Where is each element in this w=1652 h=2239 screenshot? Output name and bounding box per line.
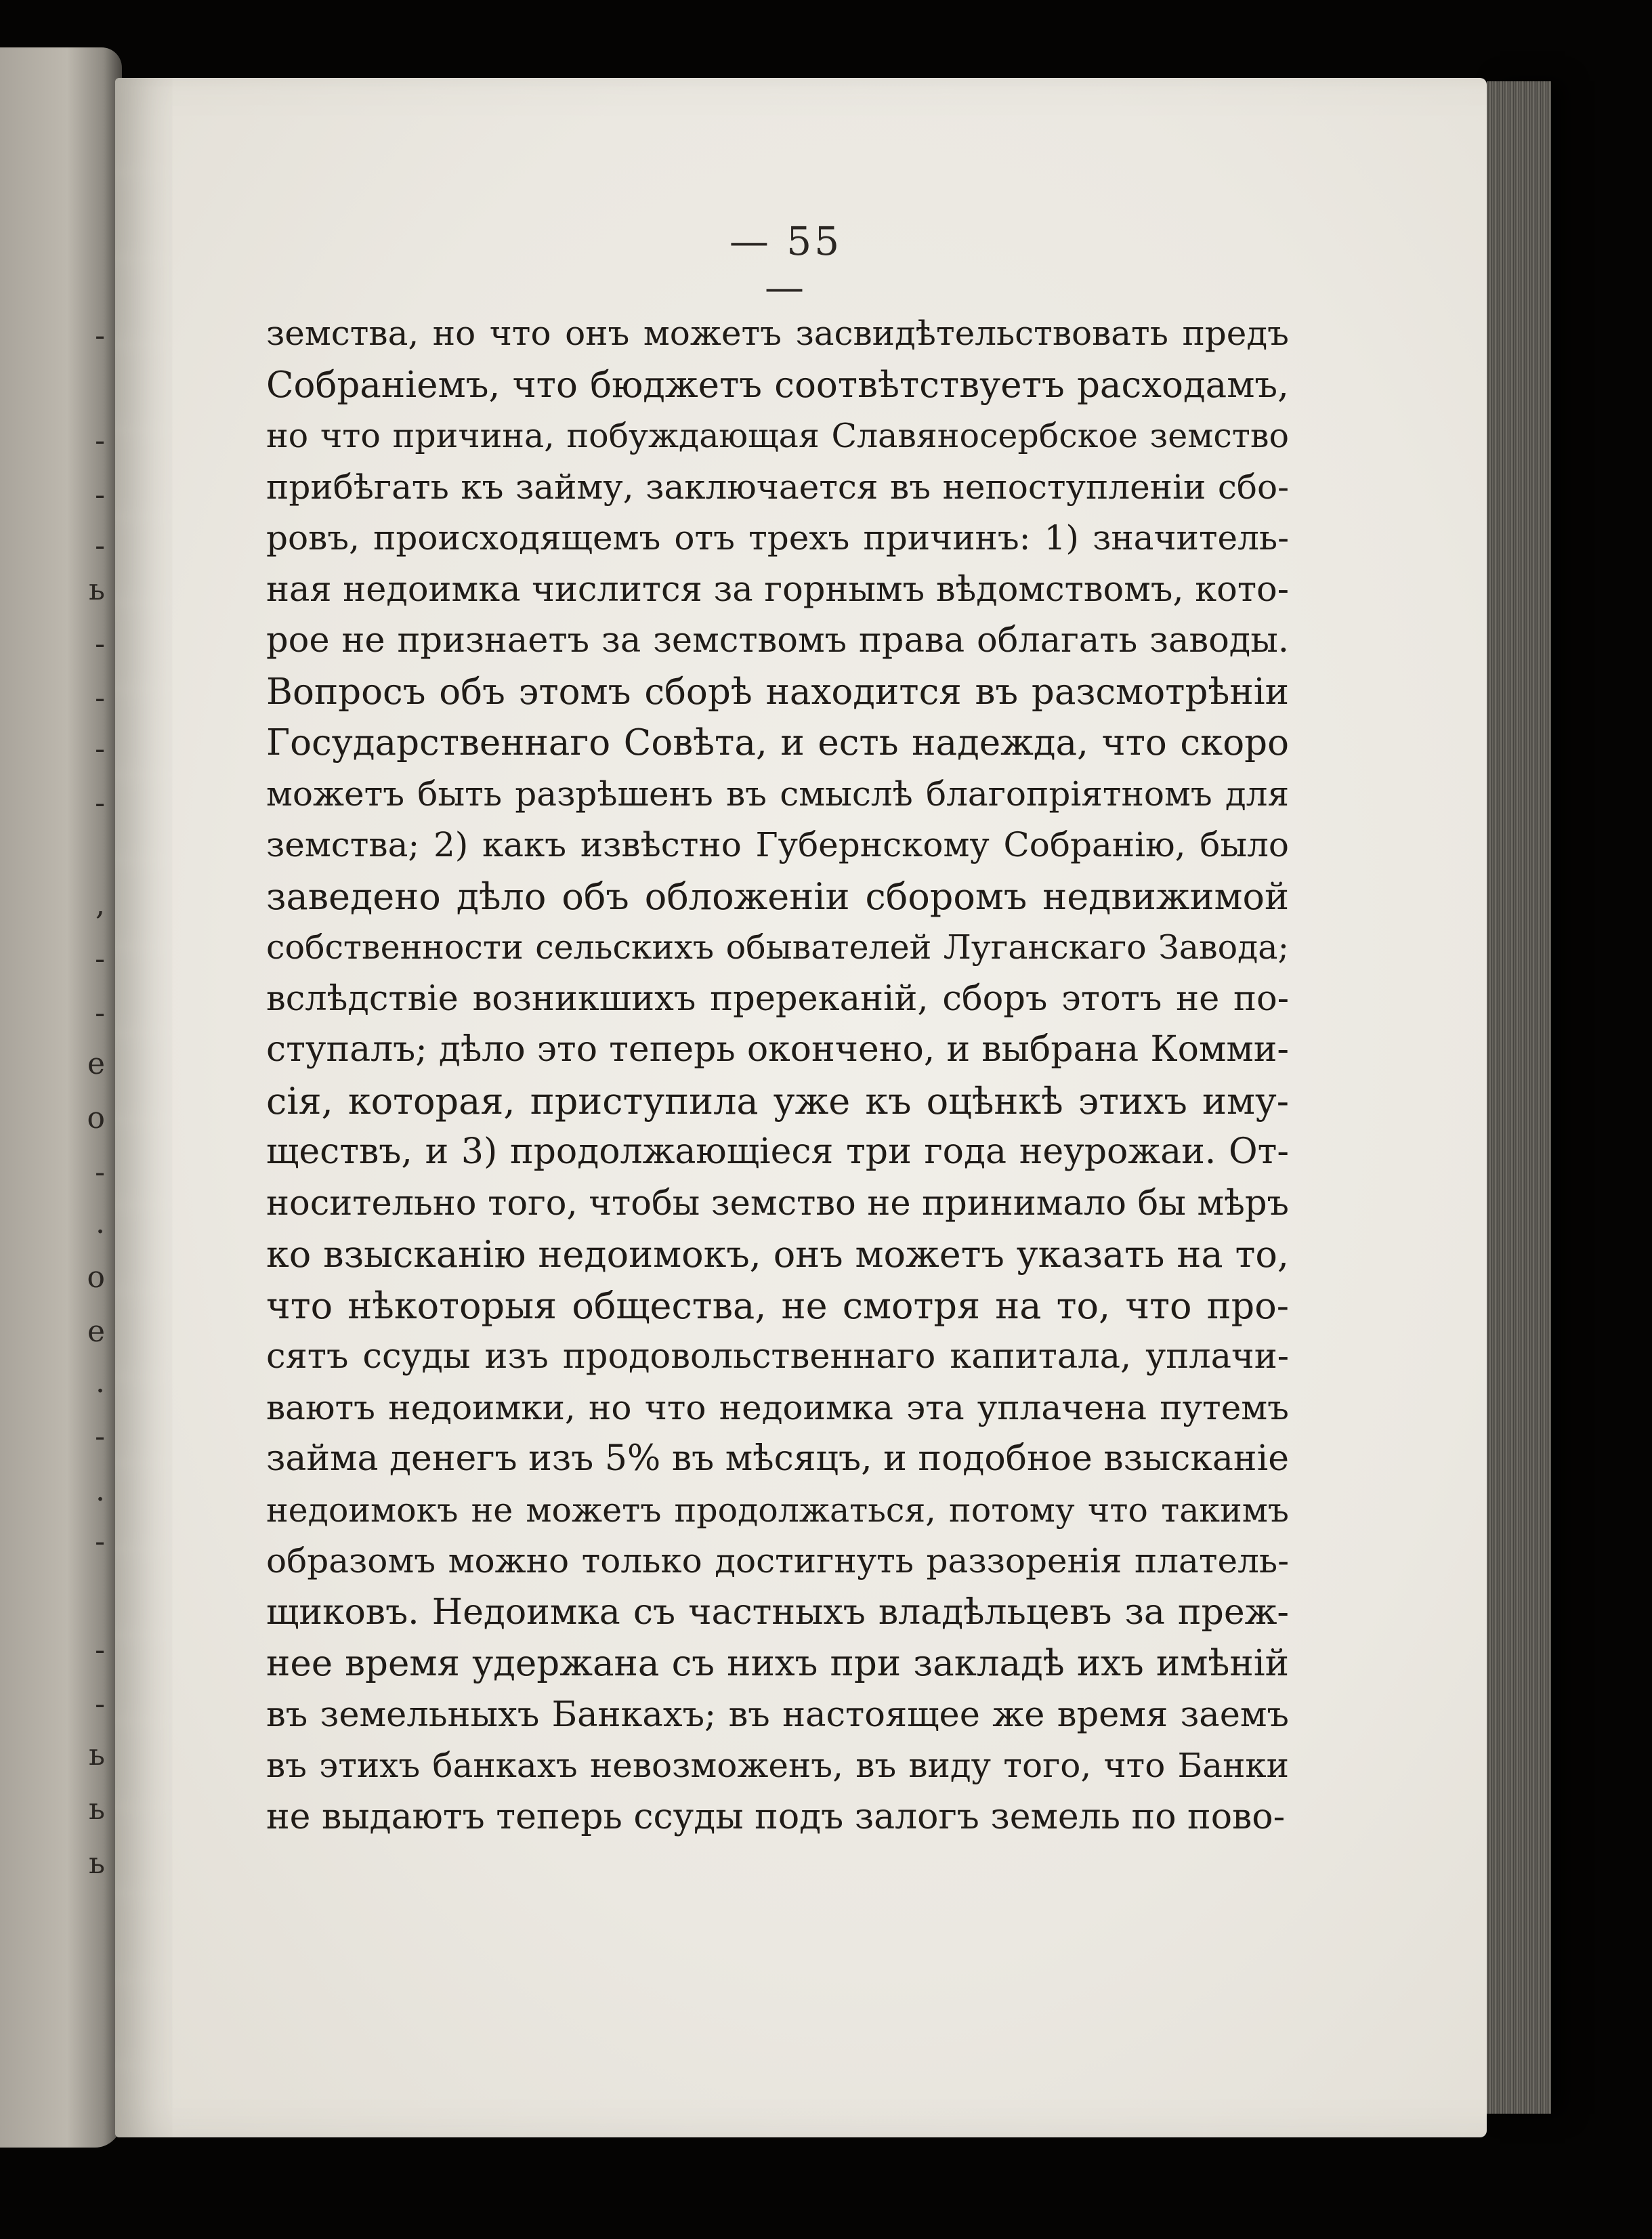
text-line: собственности сельскихъ обывателей Луганскаго Завода; bbox=[266, 928, 1289, 967]
edge-glyph: - bbox=[95, 732, 105, 766]
text-line: прибѣгать къ займу, заключается въ непоступленiи сбо- bbox=[266, 467, 1289, 507]
edge-glyph: - bbox=[95, 318, 105, 353]
edge-glyph: - bbox=[95, 1419, 105, 1454]
edge-glyph: - bbox=[95, 786, 105, 820]
edge-glyph: , bbox=[96, 887, 105, 922]
edge-glyph: ь bbox=[89, 1792, 105, 1826]
edge-glyph: ь bbox=[89, 572, 105, 607]
text-line: ко взысканiю недоимокъ, онъ можетъ указать на то, bbox=[266, 1233, 1289, 1276]
text-line: въ земельныхъ Банкахъ; въ настоящее же время заемъ bbox=[266, 1694, 1289, 1735]
text-line: сятъ ссуды изъ продовольственнаго капитала, уплачи- bbox=[266, 1337, 1289, 1377]
text-line: ваютъ недоимки, но что недоимка эта уплачена путемъ bbox=[266, 1387, 1289, 1427]
text-line: ступалъ; дѣло это теперь окончено, и выбрана Комми- bbox=[266, 1029, 1289, 1070]
text-line: займа денегъ изъ 5% въ мѣсяцъ, и подобное взысканiе bbox=[266, 1438, 1289, 1479]
text-line: заведено дѣло объ обложенiи сборомъ недвижимой bbox=[266, 875, 1289, 918]
page-body-text bbox=[266, 308, 1289, 1843]
text-line: носительно того, чтобы земство не принимало бы мѣръ bbox=[266, 1183, 1289, 1223]
text-line: можетъ быть разрѣшенъ въ смыслѣ благопрiятномъ для bbox=[266, 774, 1289, 814]
left-page-edge-text bbox=[0, 47, 122, 2148]
edge-glyph: - bbox=[95, 1633, 105, 1667]
edge-glyph: - bbox=[95, 478, 105, 512]
text-line: образомъ можно только достигнуть раззоренiя платель- bbox=[266, 1541, 1289, 1581]
text-line: недоимокъ не можетъ продолжаться, потому что такимъ bbox=[266, 1490, 1289, 1530]
edge-glyph: ь bbox=[89, 1738, 105, 1772]
edge-glyph: - bbox=[95, 1524, 105, 1559]
text-line: но что причина, побуждающая Славяносербское земство bbox=[266, 417, 1289, 455]
text-line: что нѣкоторыя общества, не смотря на то, что про- bbox=[266, 1284, 1289, 1327]
page-number: — 55 — bbox=[729, 218, 843, 310]
edge-glyph: - bbox=[95, 1155, 105, 1190]
text-line: ществъ, и 3) продолжающiеся три года неурожаи. От- bbox=[266, 1131, 1289, 1172]
edge-glyph: ь bbox=[89, 1846, 105, 1881]
edge-glyph: - bbox=[95, 528, 105, 563]
text-line: вслѣдствiе возникшихъ пререканiй, сборъ этотъ не по- bbox=[266, 978, 1289, 1019]
edge-glyph: о bbox=[87, 1101, 105, 1135]
edge-glyph: . bbox=[96, 1473, 105, 1508]
edge-glyph: . bbox=[96, 1206, 105, 1240]
edge-glyph: - bbox=[95, 681, 105, 715]
text-line: земства, но что онъ можетъ засвидѣтельствовать предъ bbox=[266, 314, 1289, 353]
edge-glyph: е bbox=[87, 1047, 105, 1081]
text-line: нее время удержана съ нихъ при закладѣ ихъ имѣнiй bbox=[266, 1643, 1289, 1684]
text-line: Вопросъ объ этомъ сборѣ находится въ разсмотрѣнiи bbox=[266, 671, 1289, 713]
text-line: сiя, которая, приступила уже къ оцѣнкѣ этихъ иму- bbox=[266, 1079, 1289, 1123]
text-line: ная недоимка числится за горнымъ вѣдомствомъ, кото- bbox=[266, 569, 1289, 610]
edge-glyph: - bbox=[95, 1687, 105, 1721]
edge-glyph: - bbox=[95, 996, 105, 1030]
edge-glyph: - bbox=[95, 942, 105, 976]
edge-glyph: о bbox=[87, 1260, 105, 1295]
edge-glyph: - bbox=[95, 627, 105, 661]
text-line: земства; 2) какъ извѣстно Губернскому Собранiю, было bbox=[266, 825, 1289, 864]
text-line: Государственнаго Совѣта, и есть надежда, что скоро bbox=[266, 722, 1289, 763]
text-line: въ этихъ банкахъ невозможенъ, въ виду того, что Банки bbox=[266, 1746, 1289, 1785]
text-line: ровъ, происходящемъ отъ трехъ причинъ: 1) значитель- bbox=[266, 518, 1289, 558]
edge-glyph: - bbox=[95, 423, 105, 458]
book-page-edges bbox=[1487, 81, 1551, 2114]
text-line: щиковъ. Недоимка съ частныхъ владѣльцевъ за преж- bbox=[266, 1591, 1289, 1633]
edge-glyph: . bbox=[96, 1365, 105, 1400]
text-line: Собранiемъ, что бюджетъ соотвѣтствуетъ расходамъ, bbox=[266, 364, 1289, 406]
text-line: не выдаютъ теперь ссуды подъ залогъ земель по пово- bbox=[266, 1796, 1286, 1837]
text-line: рое не признаетъ за земствомъ права облагать заводы. bbox=[266, 621, 1289, 661]
left-page bbox=[0, 47, 122, 2148]
edge-glyph: е bbox=[87, 1314, 105, 1349]
